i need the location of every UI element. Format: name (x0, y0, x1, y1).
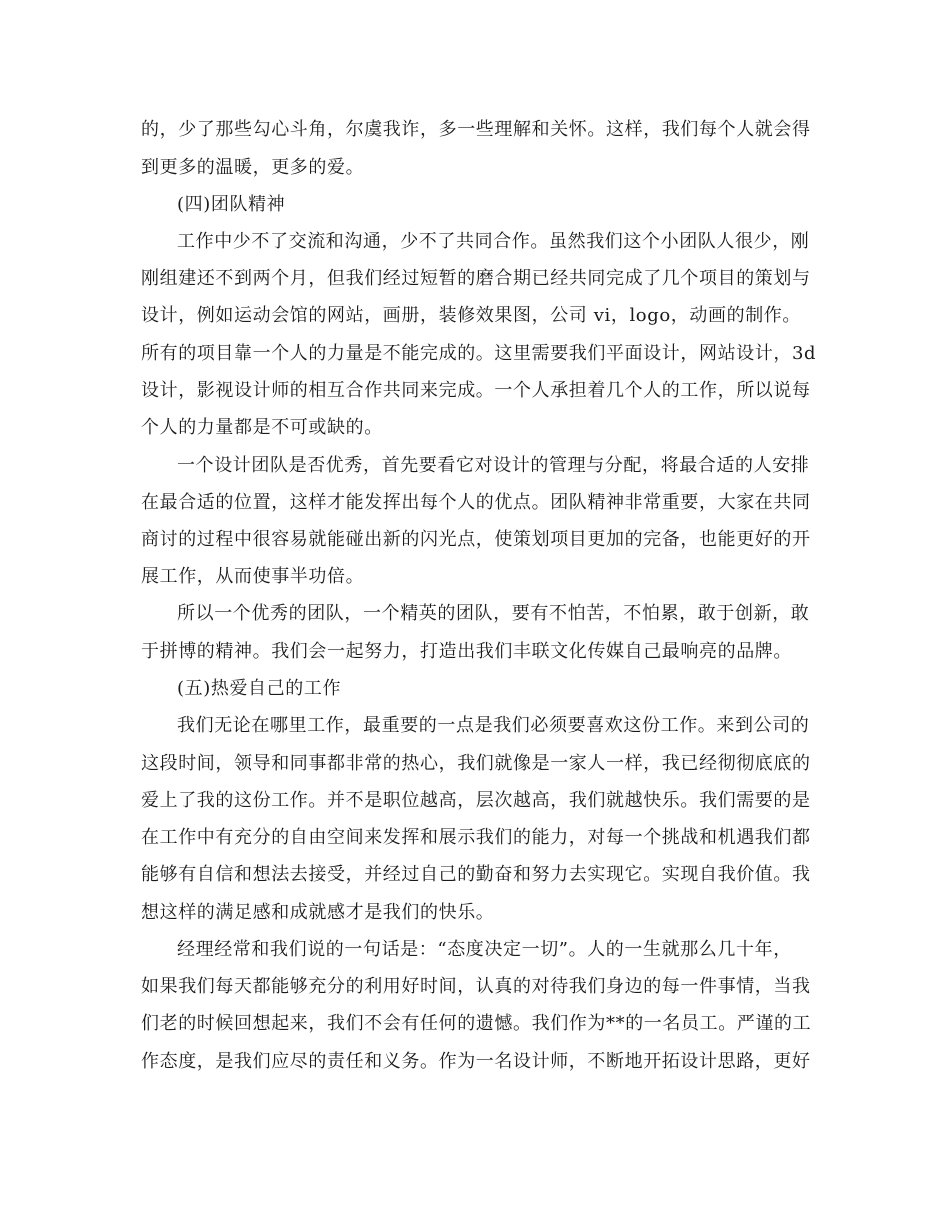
paragraph-line: 能够有自信和想法去接受，并经过自己的勤奋和努力去实现它。实现自我价值。我 (141, 864, 811, 885)
paragraph-line: 所有的项目靠一个人的力量是不能完成的。这里需要我们平面设计，网站设计，3d (141, 343, 816, 364)
paragraph-line: 工作中少不了交流和沟通，少不了共同合作。虽然我们这个小团队人很少，刚 (177, 231, 810, 252)
paragraph-line: 设计，例如运动会馆的网站，画册，装修效果图，公司 vi，logo，动画的制作。 (141, 305, 801, 326)
paragraph-line: 爱上了我的这份工作。并不是职位越高，层次越高，我们就越快乐。我们需要的是 (141, 790, 811, 811)
paragraph-line: 如果我们每天都能够充分的利用好时间，认真的对待我们身边的每一件事情，当我 (141, 976, 811, 997)
paragraph-line: 一个设计团队是否优秀，首先要看它对设计的管理与分配，将最合适的人安排 (177, 455, 810, 476)
section-heading-love-work: (五)热爱自己的工作 (177, 678, 342, 699)
paragraph-line: 所以一个优秀的团队，一个精英的团队，要有不怕苦，不怕累，敢于创新，敢 (177, 603, 810, 624)
paragraph-line: 们老的时候回想起来，我们不会有任何的遗憾。我们作为**的一名员工。严谨的工 (141, 1013, 812, 1034)
paragraph-line: 作态度，是我们应尽的责任和义务。作为一名设计师，不断地开拓设计思路，更好 (141, 1051, 811, 1072)
paragraph-line: 想这样的满足感和成就感才是我们的快乐。 (141, 902, 495, 923)
paragraph-line: 于拼博的精神。我们会一起努力，打造出我们丰联文化传媒自己最响亮的品牌。 (141, 641, 792, 662)
section-heading-team-spirit: (四)团队精神 (177, 194, 286, 215)
paragraph-line: 我们无论在哪里工作，最重要的一点是我们必须要喜欢这份工作。来到公司的 (177, 715, 810, 736)
paragraph-line: 经理经常和我们说的一句话是：“态度决定一切”。人的一生就那么几十年， (177, 939, 792, 960)
paragraph-line: 到更多的温暖，更多的爱。 (141, 157, 365, 178)
paragraph-line: 商讨的过程中很容易就能碰出新的闪光点，使策划项目更加的完备，也能更好的开 (141, 529, 811, 550)
paragraph-line: 这段时间，领导和同事都非常的热心，我们就像是一家人一样，我已经彻彻底底的 (141, 753, 811, 774)
paragraph-line: 展工作，从而使事半功倍。 (141, 566, 365, 587)
paragraph-line: 的，少了那些勾心斗角，尔虞我诈，多一些理解和关怀。这样，我们每个人就会得 (141, 119, 811, 140)
paragraph-line: 在工作中有充分的自由空间来发挥和展示我们的能力，对每一个挑战和机遇我们都 (141, 827, 811, 848)
paragraph-line: 设计，影视设计师的相互合作共同来完成。一个人承担着几个人的工作，所以说每 (141, 380, 811, 401)
paragraph-line: 在最合适的位置，这样才能发挥出每个人的优点。团队精神非常重要，大家在共同 (141, 492, 811, 513)
paragraph-line: 个人的力量都是不可或缺的。 (141, 417, 383, 438)
paragraph-line: 刚组建还不到两个月，但我们经过短暂的磨合期已经共同完成了几个项目的策划与 (141, 268, 811, 289)
